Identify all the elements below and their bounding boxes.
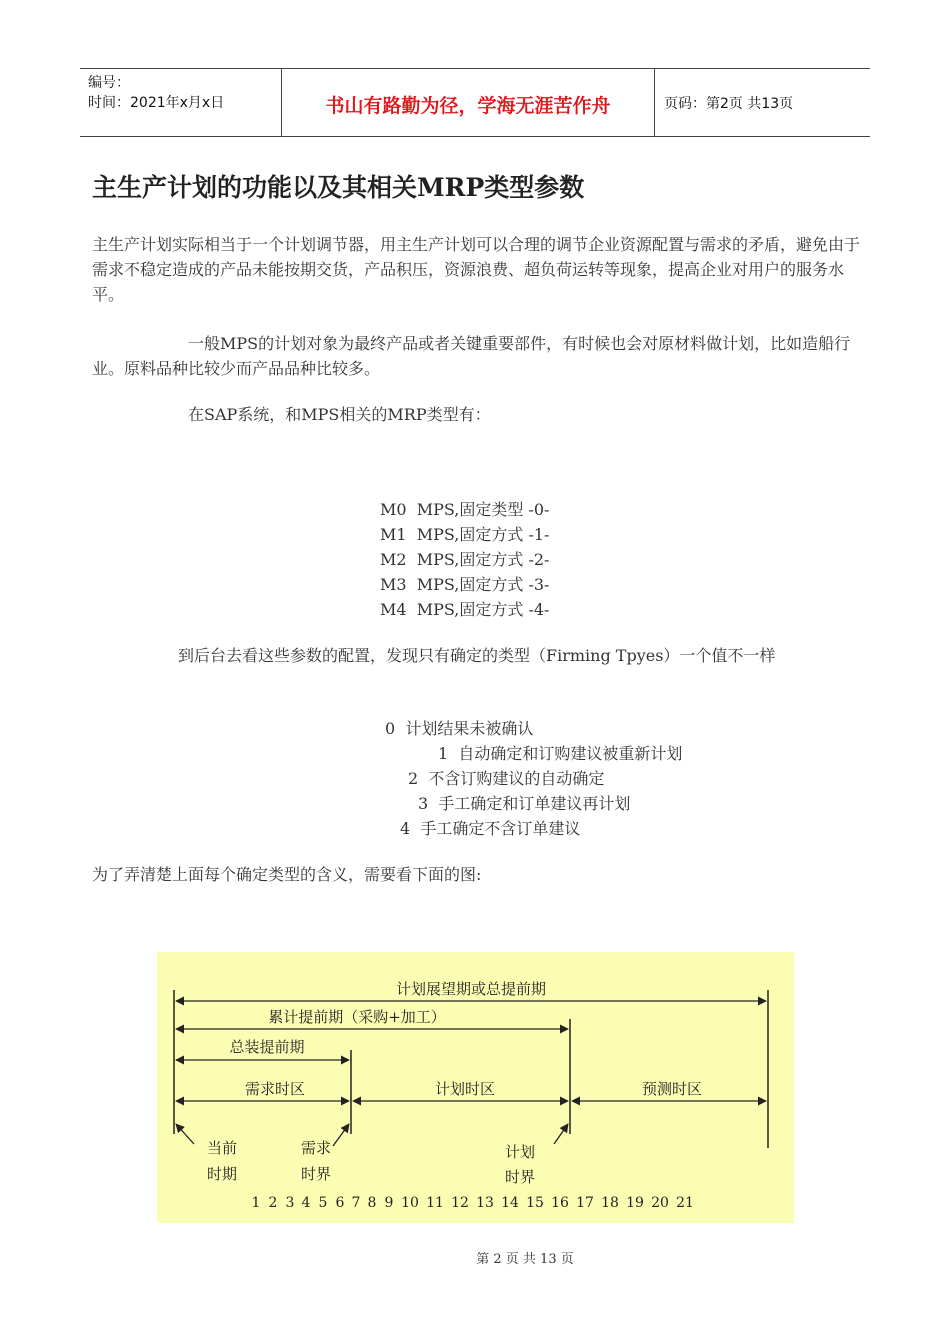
period-number: 14 bbox=[501, 1195, 519, 1211]
mrp-type-item: M4 MPS,固定方式 -4- bbox=[380, 600, 550, 619]
plan-fence-label: 计划 bbox=[504, 1143, 536, 1161]
header-divider bbox=[654, 69, 655, 136]
header-page-label: 页码：第2页 共13页 bbox=[664, 96, 794, 112]
period-number: 15 bbox=[526, 1195, 544, 1211]
demand-fence-pointer bbox=[333, 1124, 349, 1146]
assembly-lead-label: 总装提前期 bbox=[229, 1038, 305, 1056]
period-number: 3 bbox=[285, 1195, 295, 1211]
paragraph-config: 到后台去看这些参数的配置，发现只有确定的类型（Firming Tpyes）一个值不一样 bbox=[178, 646, 776, 665]
period-numbers bbox=[252, 1195, 694, 1211]
period-number: 6 bbox=[335, 1195, 345, 1211]
period-number: 5 bbox=[318, 1195, 328, 1211]
paragraph-figure-intro: 为了弄清楚上面每个确定类型的含义，需要看下面的图: bbox=[92, 865, 482, 884]
paragraph-sap: 在SAP系统，和MPS相关的MRP类型有： bbox=[188, 405, 491, 424]
header-meta bbox=[88, 73, 283, 113]
period-number: 7 bbox=[351, 1195, 361, 1211]
period-number: 8 bbox=[367, 1195, 377, 1211]
header-motto: 书山有路勤为径，学海无涯苦作舟 bbox=[325, 95, 611, 117]
firming-type-item: 4 手工确定不含订单建议 bbox=[400, 819, 581, 838]
planning-horizon-figure bbox=[157, 952, 794, 1223]
demand-fence-label: 需求 bbox=[300, 1139, 332, 1157]
time-label: 时间：2021年x月x日 bbox=[88, 95, 225, 111]
mrp-type-item: M3 MPS,固定方式 -3- bbox=[380, 575, 550, 594]
page-footer: 第 2 页 共 13 页 bbox=[476, 1252, 574, 1267]
number-label: 编号： bbox=[88, 75, 130, 91]
firming-type-item: 2 不含订购建议的自动确定 bbox=[408, 769, 605, 788]
total-horizon-label: 计划展望期或总提前期 bbox=[395, 980, 547, 998]
period-number: 17 bbox=[576, 1195, 594, 1211]
mrp-type-item: M0 MPS,固定类型 -0- bbox=[380, 500, 550, 519]
period-number: 18 bbox=[601, 1195, 619, 1211]
firming-type-item: 3 手工确定和订单建议再计划 bbox=[418, 794, 631, 813]
period-number: 21 bbox=[676, 1195, 694, 1211]
plan-fence-label: 时界 bbox=[504, 1168, 536, 1186]
period-number: 10 bbox=[401, 1195, 419, 1211]
demand-zone-label: 需求时区 bbox=[244, 1080, 306, 1098]
forecast-zone-label: 预测时区 bbox=[641, 1080, 703, 1098]
period-number: 2 bbox=[268, 1195, 278, 1211]
plan-fence-pointer bbox=[554, 1124, 568, 1144]
period-number: 13 bbox=[476, 1195, 494, 1211]
cumulative-lead-label: 累计提前期（采购+加工） bbox=[268, 1008, 446, 1026]
period-number: 4 bbox=[301, 1195, 311, 1211]
period-number: 16 bbox=[551, 1195, 569, 1211]
plan-zone-label: 计划时区 bbox=[434, 1080, 496, 1098]
paragraph-mps-object: 一般MPS的计划对象为最终产品或者关键重要部件，有时候也会对原材料做计划，比如造船行业。原料品种比较少而产品品种比较多。 bbox=[92, 334, 851, 378]
current-period-label: 时期 bbox=[206, 1165, 238, 1183]
period-number: 19 bbox=[626, 1195, 644, 1211]
current-period-pointer bbox=[176, 1124, 194, 1144]
paragraph-intro: 主生产计划实际相当于一个计划调节器，用主生产计划可以合理的调节企业资源配置与需求的矛盾，避免由于需求不稳定造成的产品未能按期交货，产品积压，资源浪费、超负荷运转等现象，提高企业对用户的服务水平。 bbox=[92, 235, 861, 304]
period-number: 1 bbox=[251, 1195, 261, 1211]
planning-horizon-diagram bbox=[157, 952, 794, 1223]
period-number: 11 bbox=[426, 1195, 444, 1211]
mrp-type-item: M2 MPS,固定方式 -2- bbox=[380, 550, 550, 569]
demand-fence-label: 时界 bbox=[300, 1165, 332, 1183]
mrp-type-item: M1 MPS,固定方式 -1- bbox=[380, 525, 550, 544]
period-number: 9 bbox=[384, 1195, 394, 1211]
firming-type-item: 0 计划结果未被确认 bbox=[385, 719, 534, 738]
period-number: 20 bbox=[651, 1195, 669, 1211]
current-period-label: 当前 bbox=[206, 1139, 238, 1157]
firming-type-item: 1 自动确定和订购建议被重新计划 bbox=[438, 744, 683, 763]
period-number: 12 bbox=[451, 1195, 469, 1211]
page-header bbox=[80, 68, 870, 137]
document-title: 主生产计划的功能以及其相关MRP类型参数 bbox=[92, 173, 585, 202]
